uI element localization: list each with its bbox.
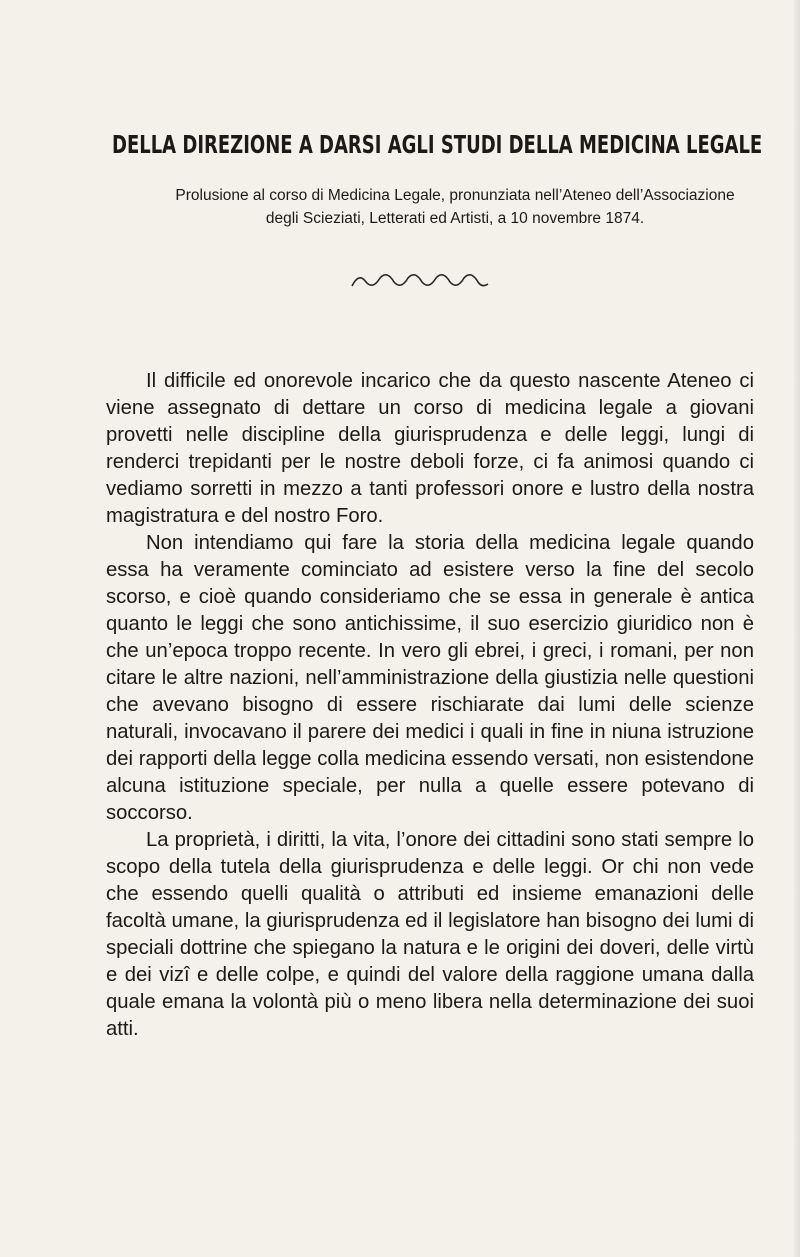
paragraph: Il difficile ed onorevole incarico che da questo nascente Ateneo ci viene assegnato di dettare un corso di medicina legale a giovani provetti nelle discipline della giurisprudenza e delle leggi, lungi di renderci trepidanti per le nostre deboli forze, ci fa animosi quando ci vediamo sorretti in mezzo a tanti professori onore e lustro della nostra magistratura e del nostro Foro. xyxy=(106,370,754,527)
wavy-ornament-icon xyxy=(350,268,490,292)
paragraph: La proprietà, i diritti, la vita, l’onore dei cittadini sono stati sempre lo scopo della tutela della giurisprudenza e delle leggi. Or chi non vede che essendo quelli qualità o attributi ed insieme emanazioni delle facoltà umane, la giurisprudenza ed il legislatore han bisogno dei lumi di speciali dottrine che spiegano la natura e le origini dei doveri, delle virtù e dei vizî e delle colpe, e quindi del valore della raggione umana dalla quale emana la volontà più o meno libera nella determinazione dei suoi atti. xyxy=(106,829,754,1040)
paragraph: Non intendiamo qui fare la storia della medicina legale quando essa ha veramente cominciato ad esistere verso la fine del secolo scorso, e cioè quando consideriamo che se essa in generale è antica quanto le leggi che sono antichissime, il suo esercizio giuridico non è che un’epoca troppo recente. In vero gli ebrei, i greci, i romani, per non citare le altre nazioni, nell’amministrazione della giustizia nelle questioni che avevano bisogno di essere rischiarate dai lumi delle scienze naturali, invocavano il parere dei medici i quali in fine in niuna istruzione dei rapporti della legge colla medicina essendo versati, non esistendone alcuna istituzione speciale, per nulla a quelle essere potevano di soccorso. xyxy=(106,532,754,824)
page-title: DELLA DIREZIONE A DARSI AGLI STUDI DELLA MEDICINA LEGALE xyxy=(112,130,763,159)
body-text xyxy=(106,368,754,1043)
page-edge-shadow xyxy=(792,0,800,1257)
subtitle: Prolusione al corso di Medicina Legale, pronunziata nell’Ateneo dell’Associazione degli Scieziati, Letterati ed Artisti, a 10 novembre 1874. xyxy=(175,187,735,227)
